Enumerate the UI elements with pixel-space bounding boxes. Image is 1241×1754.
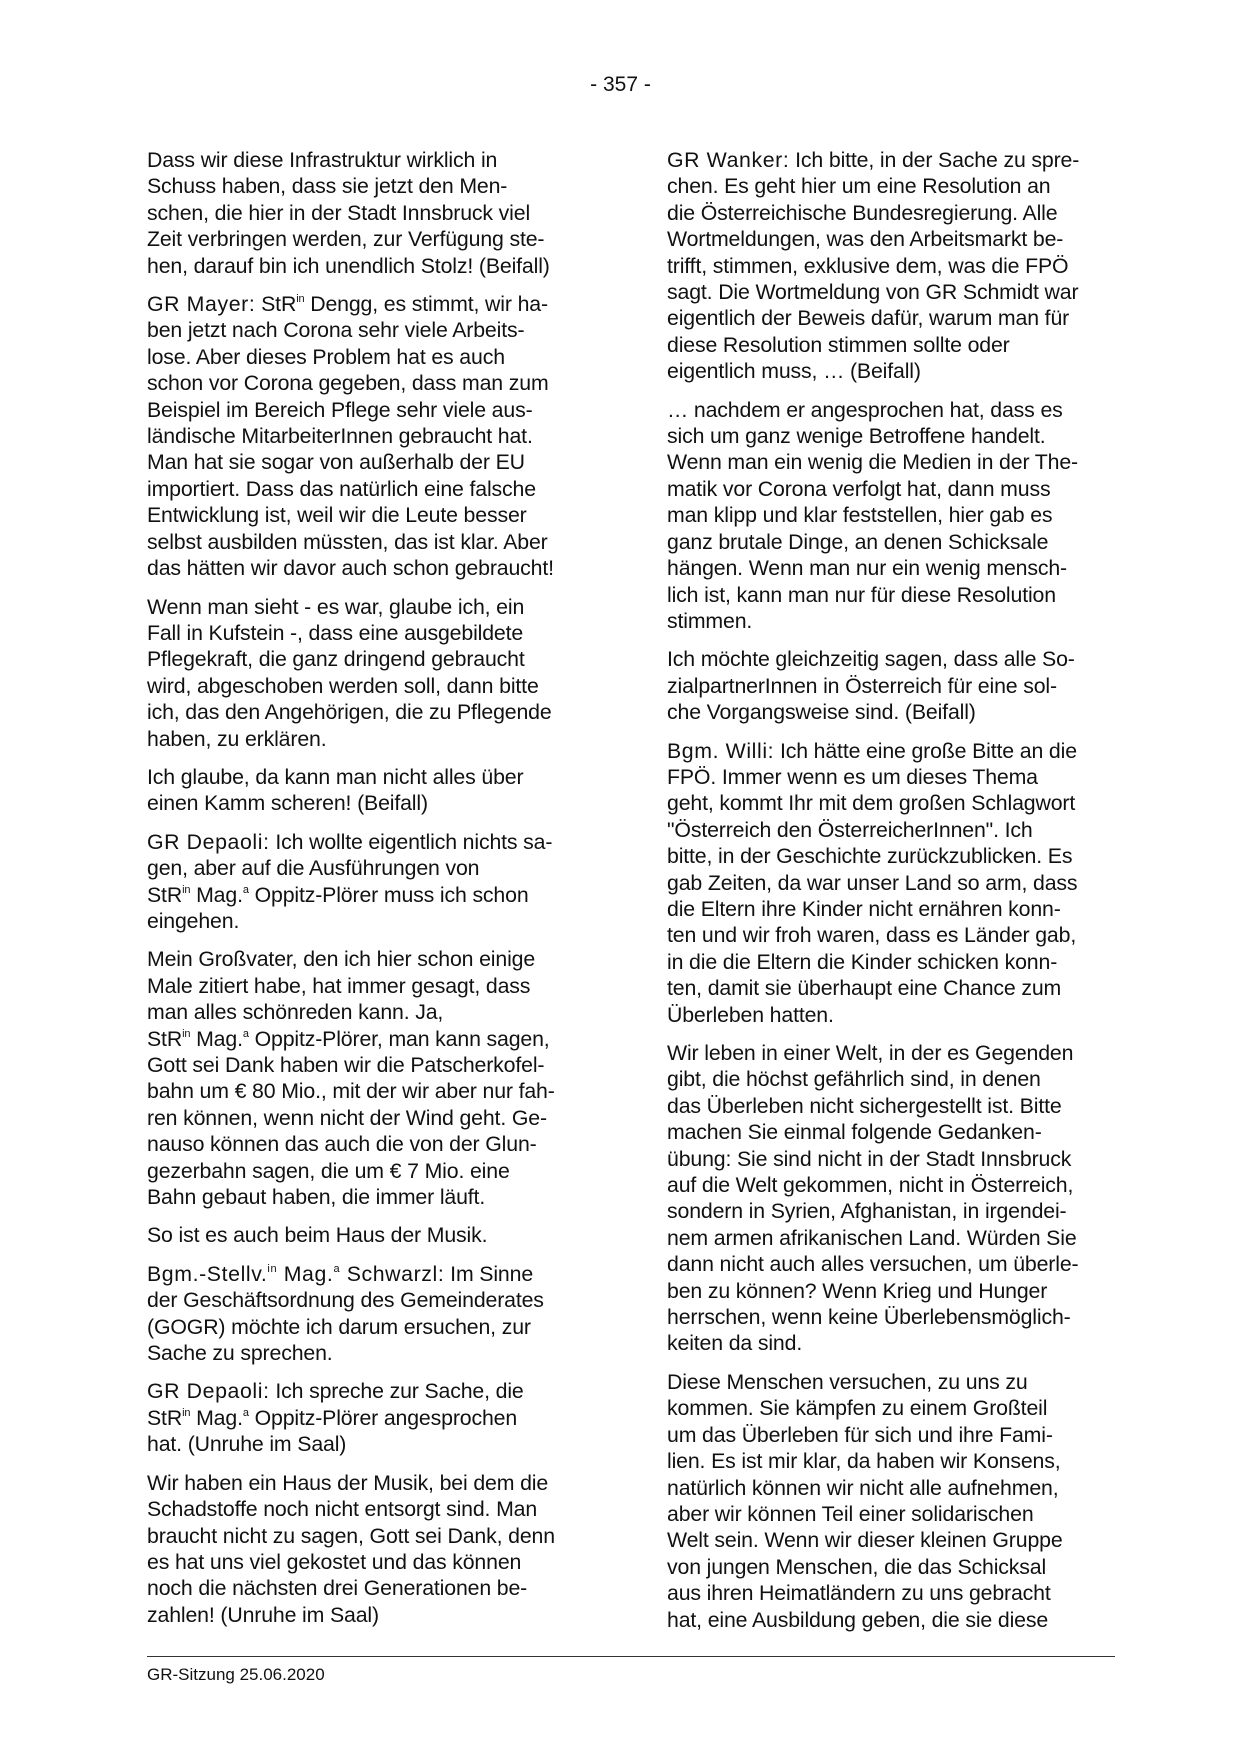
text-line: eingehen. [147, 908, 240, 933]
paragraph [667, 1369, 1115, 1633]
text-line: die Eltern ihre Kinder nicht ernähren konn- [667, 896, 1061, 921]
text-line: aber wir können Teil einer solidarischen [667, 1501, 1034, 1526]
text-line: diese Resolution stimmen sollte oder [667, 332, 1010, 357]
speaker-name: Bgm. Willi: [667, 738, 775, 763]
text-line: Dass wir diese Infrastruktur wirklich in [147, 148, 498, 172]
text-line: hängen. Wenn man nur ein wenig mensch- [667, 556, 1067, 581]
paragraph [667, 646, 1115, 725]
text-fragment: Oppitz-Plörer angesprochen [248, 1405, 518, 1430]
text-line [147, 1261, 595, 1287]
text-line [147, 829, 595, 855]
text-line: eigentlich der Beweis dafür, warum man für [667, 306, 1070, 331]
text-line: um das Überleben für sich und ihre Fami- [667, 1422, 1053, 1447]
speaker-name: GR Wanker: [667, 148, 790, 172]
speech-paragraph [147, 829, 595, 935]
text-line: Diese Menschen versuchen, zu uns zu [667, 1369, 1028, 1394]
text-line: einen Kamm scheren! (Beifall) [147, 791, 428, 816]
text-line: Wir haben ein Haus der Musik, bei dem die [147, 1470, 549, 1495]
paragraph [667, 1040, 1115, 1357]
text-fragment: Bgm.-Stellv. [147, 1261, 268, 1286]
text-line: nem armen afrikanischen Land. Würden Sie [667, 1225, 1077, 1250]
text-line: machen Sie einmal folgende Gedanken- [667, 1120, 1042, 1145]
paragraph [147, 1470, 595, 1628]
text-line [667, 738, 1115, 764]
text-line: Beispiel im Bereich Pflege sehr viele aus- [147, 397, 533, 422]
text-line: (GOGR) möchte ich darum ersuchen, zur [147, 1314, 531, 1339]
text-line: die Österreichische Bundesregierung. Alle [667, 200, 1058, 225]
text-line: auf die Welt gekommen, nicht in Österreich, [667, 1173, 1074, 1198]
text-line: lich ist, kann man nur für diese Resolution [667, 582, 1056, 607]
text-line: ben zu können? Wenn Krieg und Hunger [667, 1278, 1048, 1303]
superscript: in [296, 293, 305, 306]
text-line: Wir leben in einer Welt, in der es Gegenden [667, 1041, 1074, 1065]
text-line: keiten da sind. [667, 1331, 803, 1356]
text-line: Zeit verbringen werden, zur Verfügung ste- [147, 227, 545, 252]
speech-paragraph [667, 738, 1115, 1028]
text-fragment: Mag. [190, 882, 243, 907]
text-line: stimmen. [667, 608, 753, 633]
text-fragment: Mag. [277, 1261, 334, 1286]
text-fragment: Schwarzl: [340, 1261, 445, 1286]
speaker-name [147, 1262, 444, 1286]
text-line: es hat uns viel gekostet und das können [147, 1549, 522, 1574]
speech-paragraph [147, 291, 595, 581]
text-line: Welt sein. Wenn wir dieser kleinen Gruppe [667, 1528, 1063, 1553]
text-fragment: Ich wollte eigentlich nichts sa- [269, 829, 553, 854]
text-line: zialpartnerInnen in Österreich für eine sol- [667, 673, 1057, 698]
text-line: Pflegekraft, die ganz dringend gebraucht [147, 647, 525, 672]
text-line: schen, die hier in der Stadt Innsbruck viel [147, 200, 531, 225]
text-line: in die die Eltern die Kinder schicken konn- [667, 949, 1058, 974]
superscript: a [333, 1262, 341, 1275]
paragraph [147, 764, 595, 817]
footer-divider [147, 1656, 1115, 1657]
text-line: Schadstoffe noch nicht entsorgt sind. Man [147, 1497, 538, 1522]
text-line: Wortmeldungen, was den Arbeitsmarkt be- [667, 227, 1064, 252]
text-line: selbst ausbilden müssten, das ist klar. Aber [147, 529, 548, 554]
text-line: hat. (Unruhe im Saal) [147, 1432, 347, 1457]
text-line: nauso können das auch die von der Glun- [147, 1132, 537, 1157]
text-line: Ich glaube, da kann man nicht alles über [147, 764, 524, 789]
text-line: Bahn gebaut haben, die immer läuft. [147, 1185, 486, 1210]
text-line: bahn um € 80 Mio., mit der wir aber nur fah- [147, 1079, 555, 1104]
text-line: … nachdem er angesprochen hat, dass es [667, 397, 1063, 422]
text-line: gibt, die höchst gefährlich sind, in denen [667, 1067, 1041, 1092]
text-line: sagt. Die Wortmeldung von GR Schmidt war [667, 280, 1079, 305]
text-line: Ich möchte gleichzeitig sagen, dass alle So- [667, 647, 1075, 672]
text-line: So ist es auch beim Haus der Musik. [147, 1223, 488, 1248]
text-line [147, 291, 595, 317]
right-column [667, 147, 1115, 1645]
text-line: hen, darauf bin ich unendlich Stolz! (Beifall) [147, 253, 550, 278]
text-line: importiert. Dass das natürlich eine falsche [147, 476, 536, 501]
speaker-name: GR Depaoli: [147, 1379, 270, 1404]
text-line: Überleben hatten. [667, 1002, 834, 1027]
page-number: - 357 - [590, 73, 651, 96]
text-line: ren können, wenn nicht der Wind geht. Ge- [147, 1105, 547, 1130]
text-line: von jungen Menschen, die das Schicksal [667, 1554, 1047, 1579]
superscript: in [267, 1262, 278, 1275]
text-line: lose. Aber dieses Problem hat es auch [147, 344, 505, 369]
text-line: lien. Es ist mir klar, da haben wir Konsens, [667, 1449, 1061, 1474]
text-line [147, 882, 595, 908]
text-line: ben jetzt nach Corona sehr viele Arbeits- [147, 318, 525, 343]
text-line: man klipp und klar feststellen, hier gab es [667, 503, 1053, 528]
text-line: "Österreich den ÖsterreicherInnen". Ich [667, 817, 1033, 842]
superscript: in [182, 1406, 191, 1419]
text-line: ländische MitarbeiterInnen gebraucht hat. [147, 424, 533, 449]
text-line: Fall in Kufstein -, dass eine ausgebildete [147, 620, 524, 645]
speech-paragraph [147, 1378, 595, 1457]
text-line: Entwicklung ist, weil wir die Leute besser [147, 503, 527, 528]
superscript: in [182, 883, 191, 896]
text-line: kommen. Sie kämpfen zu einem Großteil [667, 1396, 1048, 1421]
text-line: sondern in Syrien, Afghanistan, in irgendei- [667, 1199, 1067, 1224]
text-line: das Überleben nicht sichergestellt ist. Bitte [667, 1093, 1062, 1118]
text-line: trifft, stimmen, exklusive dem, was die FPÖ [667, 253, 1069, 278]
text-fragment: Ich bitte, in der Sache zu spre- [789, 148, 1080, 172]
text-line: man alles schönreden kann. Ja, [147, 1000, 444, 1025]
text-line: gen, aber auf die Ausführungen von [147, 856, 480, 881]
text-line: Wenn man sieht - es war, glaube ich, ein [147, 594, 525, 619]
left-column [147, 147, 595, 1640]
text-line: noch die nächsten drei Generationen be- [147, 1576, 528, 1601]
text-line: braucht nicht zu sagen, Gott sei Dank, denn [147, 1523, 555, 1548]
paragraph [147, 147, 595, 279]
text-line: gezerbahn sagen, die um € 7 Mio. eine [147, 1158, 510, 1183]
text-line: Wenn man ein wenig die Medien in der The- [667, 450, 1078, 475]
text-fragment: StR [147, 882, 183, 907]
text-line: das hätten wir davor auch schon gebraucht! [147, 556, 554, 581]
text-line: eigentlich muss, … (Beifall) [667, 359, 921, 384]
text-line: herrschen, wenn keine Überlebensmöglich- [667, 1305, 1071, 1330]
text-line: dann nicht auch alles versuchen, um überle- [667, 1252, 1079, 1277]
text-fragment: Ich hätte eine große Bitte an die [774, 738, 1077, 763]
text-line [147, 1405, 595, 1431]
text-fragment: Oppitz-Plörer, man kann sagen, [248, 1026, 550, 1051]
text-line: ich, das den Angehörigen, die zu Pflegende [147, 700, 552, 725]
text-line [667, 147, 1115, 173]
text-line: Man hat sie sogar von außerhalb der EU [147, 450, 525, 475]
text-fragment: Mag. [190, 1405, 243, 1430]
text-line: matik vor Corona verfolgt hat, dann muss [667, 476, 1051, 501]
text-line [147, 1026, 595, 1052]
text-line: aus ihren Heimatländern zu uns gebracht [667, 1581, 1051, 1606]
text-line: Male zitiert habe, hat immer gesagt, dass [147, 973, 531, 998]
text-line: FPÖ. Immer wenn es um dieses Thema [667, 764, 1038, 789]
paragraph [147, 1222, 595, 1248]
text-line: che Vorgangsweise sind. (Beifall) [667, 700, 976, 725]
paragraph [147, 594, 595, 752]
text-line: sich um ganz wenige Betroffene handelt. [667, 424, 1046, 449]
speaker-name: GR Depaoli: [147, 829, 270, 854]
superscript: a [242, 1406, 249, 1419]
text-line: gab Zeiten, da war unser Land so arm, dass [667, 870, 1078, 895]
text-line: Gott sei Dank haben wir die Patscherkofel- [147, 1053, 545, 1077]
footer-session-date: GR-Sitzung 25.06.2020 [147, 1665, 325, 1684]
text-fragment: Mag. [190, 1026, 243, 1051]
speech-paragraph [147, 1261, 595, 1367]
superscript: a [242, 883, 249, 896]
text-fragment: Oppitz-Plörer muss ich schon [248, 882, 529, 907]
text-line: hat, eine Ausbildung geben, die sie diese [667, 1607, 1049, 1632]
paragraph [667, 397, 1115, 635]
text-fragment: Dengg, es stimmt, wir ha- [304, 292, 548, 317]
text-line: zahlen! (Unruhe im Saal) [147, 1602, 379, 1627]
text-line: der Geschäftsordnung des Gemeinderates [147, 1288, 544, 1313]
paragraph [147, 946, 595, 1210]
text-line: Schuss haben, dass sie jetzt den Men- [147, 174, 508, 199]
text-fragment: Im Sinne [444, 1261, 534, 1286]
text-line [147, 1378, 595, 1404]
text-line: wird, abgeschoben werden soll, dann bitte [147, 673, 539, 698]
text-fragment: StR [255, 292, 297, 317]
text-line: ten, damit sie überhaupt eine Chance zum [667, 976, 1062, 1001]
text-line: haben, zu erklären. [147, 726, 327, 751]
text-line: Sache zu sprechen. [147, 1341, 333, 1366]
superscript: a [242, 1027, 249, 1040]
superscript: in [182, 1027, 191, 1040]
text-line: ten und wir froh waren, dass es Länder gab, [667, 923, 1077, 948]
text-fragment: Ich spreche zur Sache, die [269, 1379, 524, 1404]
text-line: schon vor Corona gegeben, dass man zum [147, 371, 549, 396]
text-line: bitte, in der Geschichte zurückzublicken. Es [667, 844, 1073, 869]
text-line: ganz brutale Dinge, an denen Schicksale [667, 529, 1049, 554]
text-line: geht, kommt Ihr mit dem großen Schlagwort [667, 791, 1076, 816]
speech-paragraph [667, 147, 1115, 385]
text-fragment: StR [147, 1026, 183, 1051]
text-line: übung: Sie sind nicht in der Stadt Innsbruck [667, 1146, 1072, 1171]
speaker-name: GR Mayer: [147, 292, 256, 317]
text-line: chen. Es geht hier um eine Resolution an [667, 174, 1051, 199]
text-fragment: StR [147, 1405, 183, 1430]
text-line: natürlich können wir nicht alle aufnehmen, [667, 1475, 1059, 1500]
text-line: Mein Großvater, den ich hier schon einige [147, 947, 536, 972]
